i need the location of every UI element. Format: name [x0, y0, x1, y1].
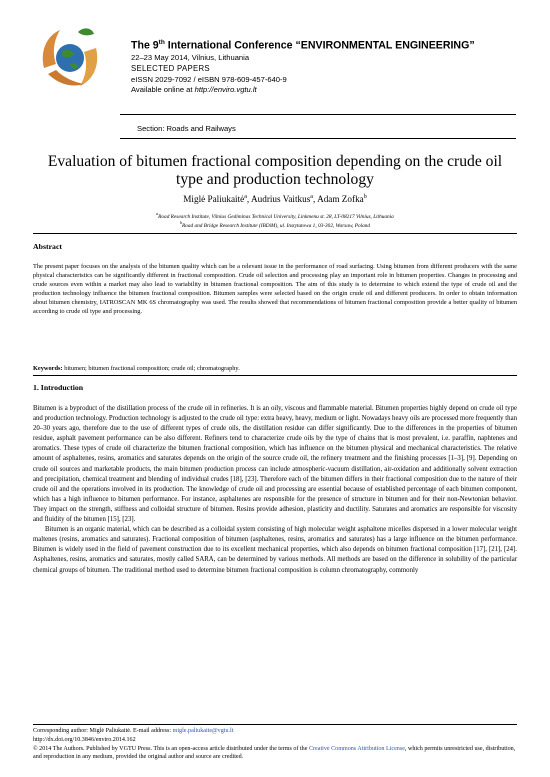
author-list [0, 194, 550, 204]
author-2: Audrius Vaitkus$^a$, [251, 194, 318, 205]
selected-papers-label: SELECTED PAPERS [131, 64, 210, 74]
author-1: Miglė Paliukaitė$^a$, [183, 194, 251, 205]
license-link[interactable]: Creative Commons Attribution License [308, 745, 405, 752]
affiliation-b: $^b$Road and Bridge Research Institute (IBDiM), ul. Instytutowa 1, 03-302, Warsaw, Poland [179, 220, 371, 229]
issn-line: eISSN 2029-7092 / eISBN 978-609-457-640-9 [131, 74, 287, 84]
conference-title: The 9th International Conference “ENVIRONMENTAL ENGINEERING” [131, 39, 475, 52]
footer [33, 727, 517, 762]
available-online: Available online at http://enviro.vgtu.lt [131, 85, 257, 95]
copyright-notice: © 2014 The Authors. Published by VGTU Press. This is an open-access article distributed under the terms of the Creative Commons Attribution License, which permits unrestricted use, distribution, and reproduction in any medium, provided the original author and source are credited. [33, 745, 516, 761]
keywords-rule [33, 375, 517, 376]
abstract-top-rule [33, 233, 517, 234]
header-rule [120, 114, 516, 115]
author-3: Adam Zofka$^b$ [317, 194, 367, 205]
conference-info [131, 36, 531, 96]
paper-title: Evaluation of bitumen fractional composition depending on the crude oil type and production technology [47, 153, 503, 188]
doi-link[interactable]: http://dx.doi.org/10.3846/enviro.2014.162 [33, 736, 136, 743]
conference-logo-icon [38, 22, 102, 94]
keywords: Keywords: bitumen; bitumen fractional composition; crude oil; chromatography. [33, 365, 240, 372]
section-label: Section: Roads and Railways [137, 124, 236, 133]
introduction-heading: 1. Introduction [33, 383, 84, 392]
introduction-body [33, 404, 517, 576]
corresponding-author: Corresponding author: Miglė Paliukaitė. E-mail address: migle.paliukaite@vgtu.lt [33, 728, 234, 734]
intro-paragraph-1: Bitumen is a byproduct of the distillation process of the crude oil in refineries. It is an oily, viscous and flammable material. Bitumen properties highly depend on crude oil type and production technology. Production technology is adjusted to the crude oil type: extra heavy, heavy, medium or light. Nowadays heavy oils are processed more frequently than 20–30 years ago, therefore due to the use of different types of crude oils, the distillation residue can differ significantly. Due to the differences in the properties of bitumen residue, asphalt pavement performance can be also different. Refiners tend to characterize crude oils by the type of chains that is most prevalent, i.e. paraffin, naphtenes and aromatics. These types of crude oil characterize the bitumen fractional composition, which has influence on the bitumen physical and mechanical characteristics. The relative amount of asphaltenes, resins, aromatics and saturates depends on the origin of the source crude oil, the refinery treatment and the finishing processes [1–3], [9]. Depending on crude oil sources and marketable products, the main bitumen production process can include atmospheric-vacuum distillation, air-oxidation and additionally solvent extraction and precipitation, chemical treatment and blending of individual crudes [18], [23]. Therefore each of the bitumen differs in their fractional composition due to the nature of their crude oil and the operations involved in its production. The knowledge of crude oil and processing are essential because of established percentage of each bitumen component, which has a high influence to bitumen performance. For instance, asphaltenes are responsible for the presence of structure in bitumen and for their non-Newtonian behavior. They impact on the strength, stiffness and colloidal structure of bitumen. Resins provide adhesion, plasticity and ductility. Saturates and aromatics are responsible for viscosity and fluidity of the bitumen [15], [23]. [33, 405, 517, 524]
section-rule [120, 138, 516, 139]
footer-rule [33, 724, 517, 725]
journal-url-link[interactable]: http://enviro.vgtu.lt [194, 85, 257, 95]
abstract-heading: Abstract [33, 242, 63, 251]
intro-paragraph-2: Bitumen is an organic material, which can be described as a colloidal system consisting of high molecular weight asphaltene micelles dispersed in a lower molecular weight maltenes (resins, aromatics and saturates). Fractional composition of bitumen (asphaltenes, resins, aromatics and saturates) has a large influence on the bitumen performance. Bitumen is widely used in the field of pavement construction due to its excellent mechanical properties, which also depends on bitumen fractional composition [17], [21], [24]. Asphaltenes, resins, aromatics and saturates, mostly called SARA, can be determined by various methods. All methods are based on the difference in solubility of the particular chemical groups of bitumen. The traditional method used to determine bitumen fractional composition is column chromatography, commonly [33, 526, 517, 574]
abstract-text: The present paper focuses on the analysis of the bitumen quality which can be a relevant issue in the performance of road surfacing. Using bitumen from different producers with the same physical characteristics can be significantly different in fractional composition. Crude oil selection and processing play an important role in bitumen properties. Changes in processing and crude sources even within a market may also lead to variability in bitumen fractional composition. The aim of this study is to determine to which extend the type of crude oil and the production technology influence the bitumen fractional composition. Bitumen samples were selected based on the origin crude oil and different producers. In order to obtain information about bitumen chemistry, IATROSCAN MK 6S chromatography was used. The results showed that recommendations of bitumen fractional composition provide a better quality of bitumen according to crude oil type and processing. [33, 263, 517, 316]
email-link[interactable]: migle.paliukaite@vgtu.lt [172, 728, 234, 734]
conference-dates: 22–23 May 2014, Vilnius, Lithuania [131, 52, 250, 62]
affiliation-a: $^a$Road Research Institute, Vilnius Gediminas Technical University, Linkmenu st. 28, LT-08217 Vilnius, Lithuania [156, 211, 394, 220]
